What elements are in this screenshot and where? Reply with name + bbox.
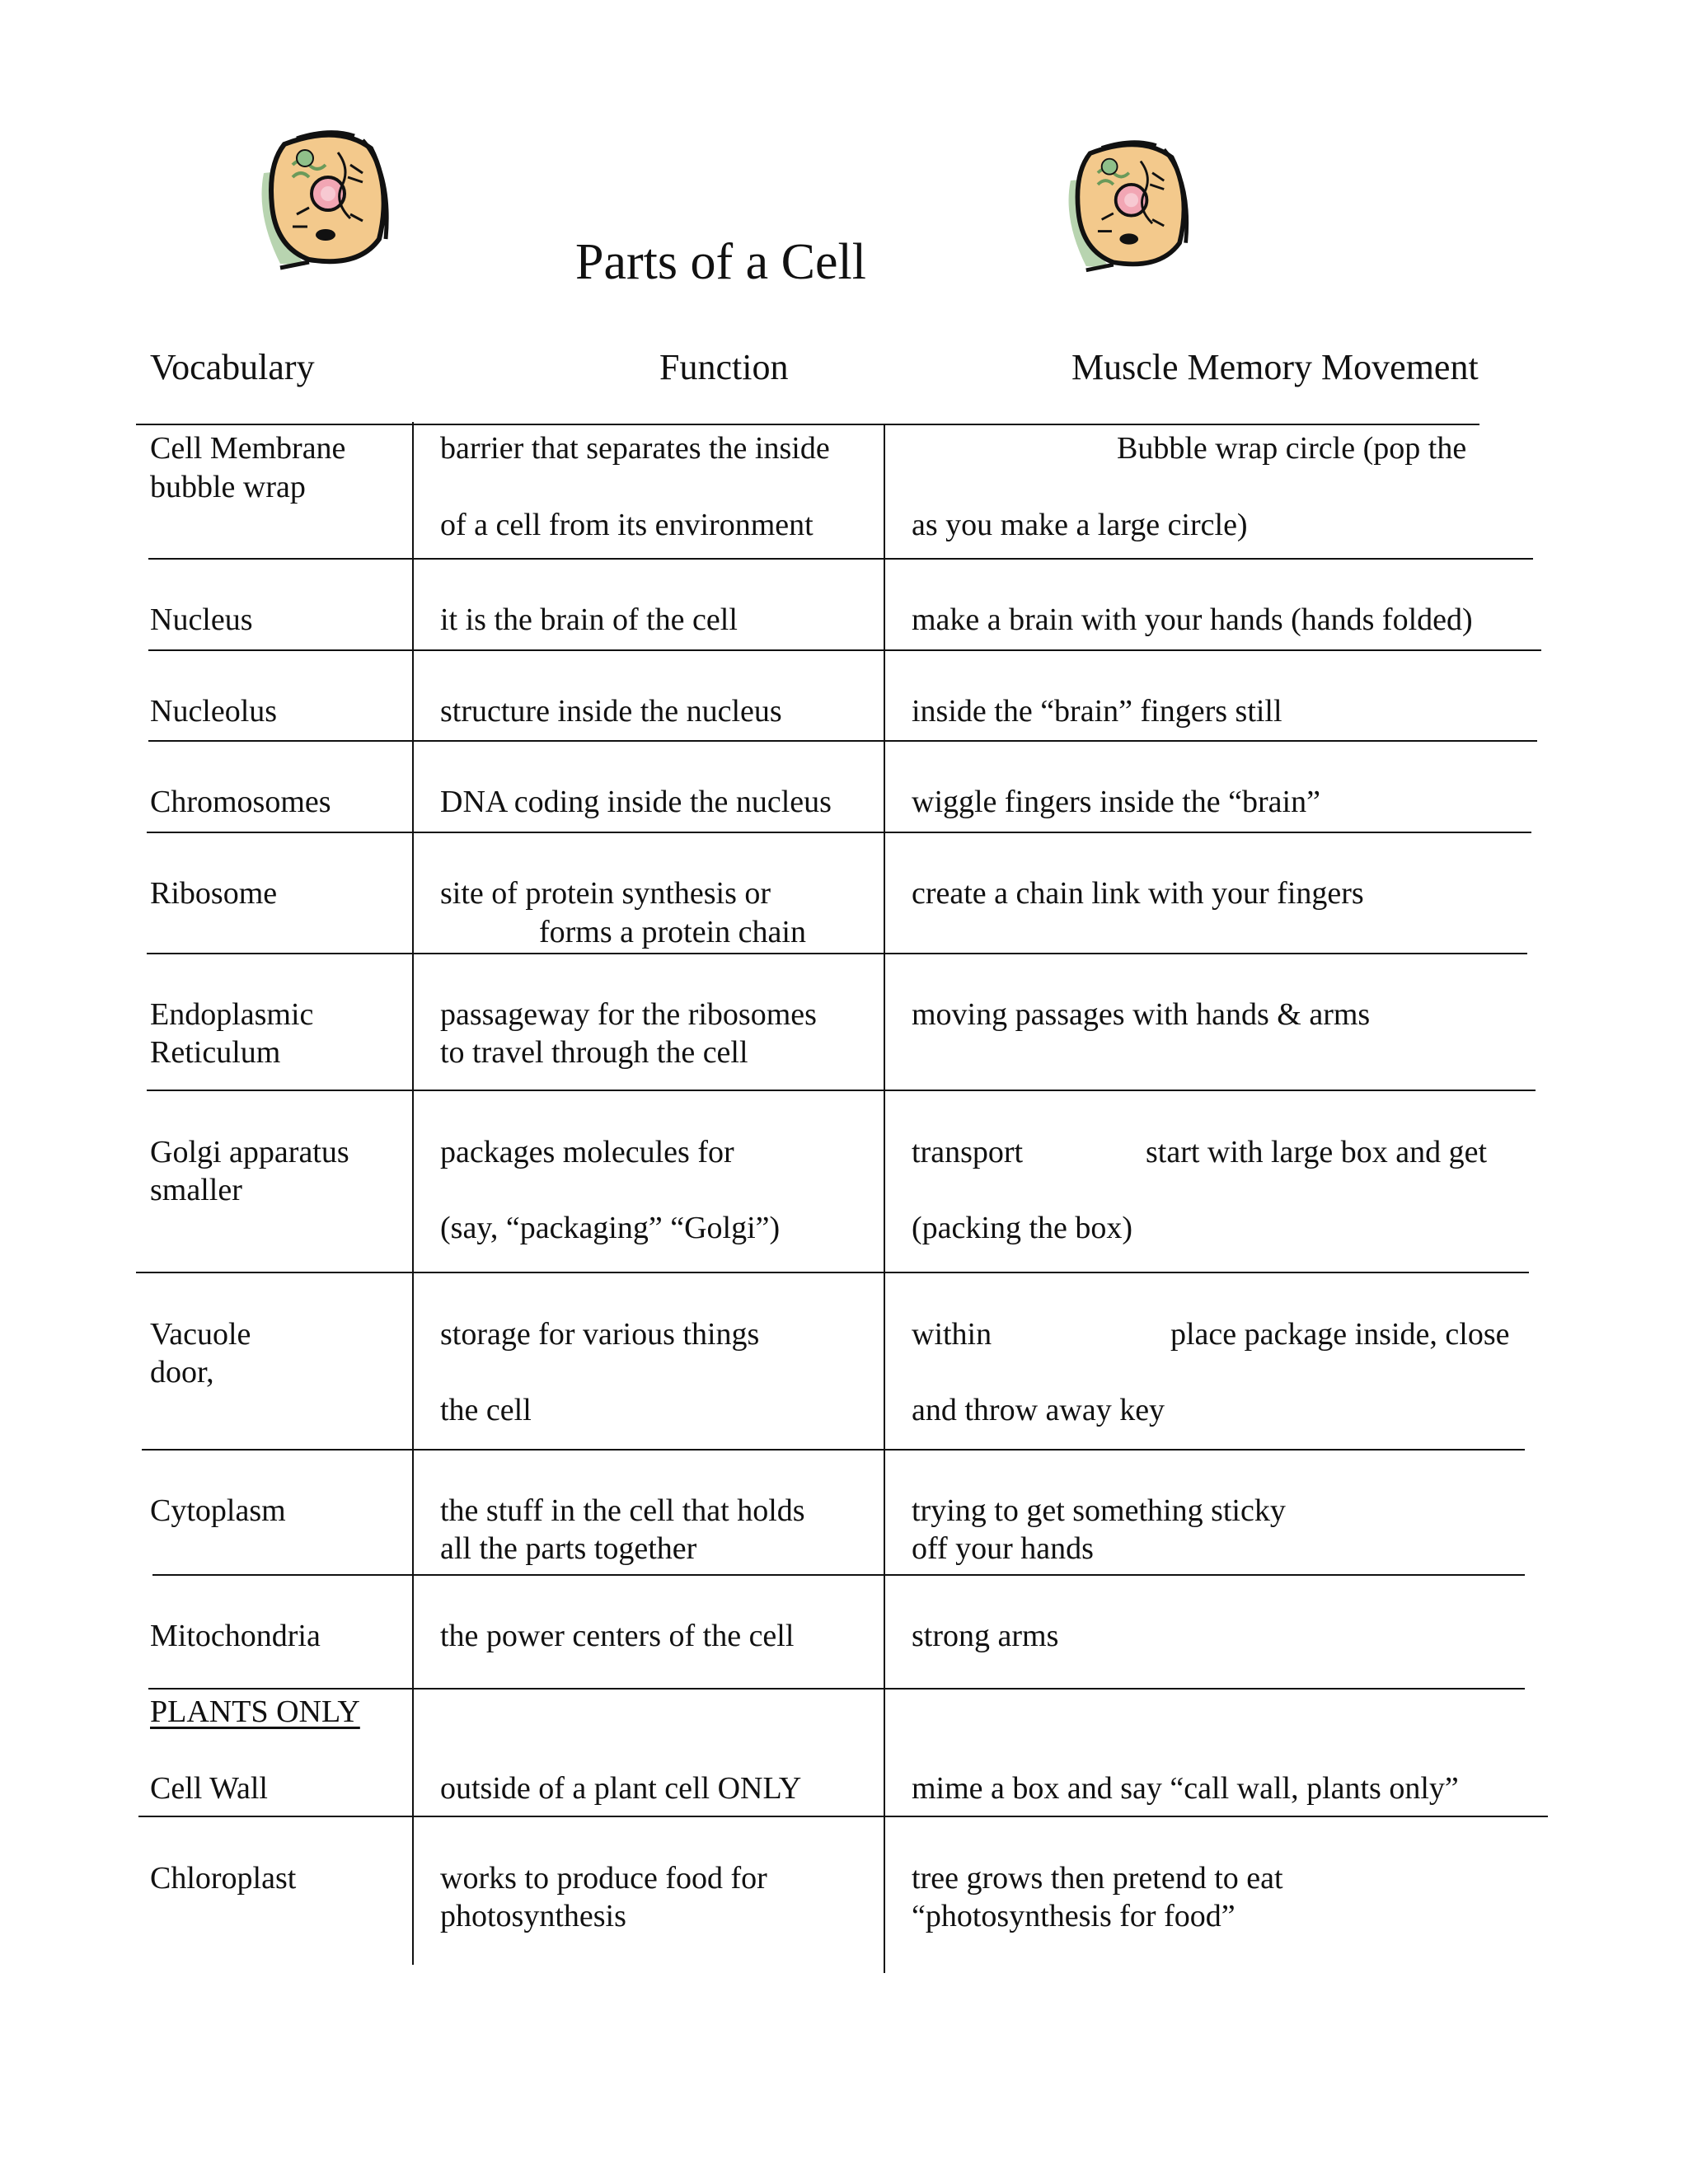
movement-text: inside the “brain” fingers still xyxy=(912,694,1282,729)
function-text: it is the brain of the cell xyxy=(440,602,738,637)
function-text: all the parts together xyxy=(440,1531,697,1566)
page-title: Parts of a Cell xyxy=(575,234,866,290)
function-text: the power centers of the cell xyxy=(440,1619,795,1653)
movement-text: transport xyxy=(912,1135,1024,1169)
header-movement: Muscle Memory Movement xyxy=(1071,347,1479,387)
function-text: forms a protein chain xyxy=(539,915,806,949)
movement-text: strong arms xyxy=(912,1619,1059,1653)
cell-illustration-left xyxy=(247,124,396,272)
vocab-note: bubble wrap xyxy=(150,470,306,504)
vocab-term: Vacuole xyxy=(150,1317,251,1352)
movement-text: (packing the box) xyxy=(912,1211,1133,1245)
function-text: the cell xyxy=(440,1393,532,1427)
vocab-term: Nucleolus xyxy=(150,694,278,729)
movement-text: place package inside, close xyxy=(1170,1317,1510,1352)
movement-text: wiggle fingers inside the “brain” xyxy=(912,785,1320,819)
vocab-term: Ribosome xyxy=(150,876,278,911)
vocab-term: Reticulum xyxy=(150,1035,281,1070)
header-function: Function xyxy=(659,347,789,387)
header-vocabulary: Vocabulary xyxy=(150,347,315,387)
vocab-term: Cytoplasm xyxy=(150,1493,286,1528)
vocab-term: Endoplasmic xyxy=(150,997,314,1032)
vocab-term: Chromosomes xyxy=(150,785,331,819)
vocab-term: Cell Wall xyxy=(150,1771,268,1806)
function-text: to travel through the cell xyxy=(440,1035,748,1070)
movement-text: tree grows then pretend to eat xyxy=(912,1861,1283,1896)
movement-text: trying to get something sticky xyxy=(912,1493,1286,1528)
function-text: site of protein synthesis or xyxy=(440,876,771,911)
function-text: storage for various things xyxy=(440,1317,760,1352)
function-text: barrier that separates the inside xyxy=(440,431,830,466)
movement-text: “photosynthesis for food” xyxy=(912,1899,1236,1933)
function-text: works to produce food for xyxy=(440,1861,767,1896)
cell-illustration-right xyxy=(1055,132,1195,276)
movement-text: start with large box and get xyxy=(1146,1135,1488,1169)
vocab-term: Mitochondria xyxy=(150,1619,321,1653)
function-text: structure inside the nucleus xyxy=(440,694,782,729)
movement-text: as you make a large circle) xyxy=(912,508,1248,542)
section-label: PLANTS ONLY xyxy=(150,1694,360,1729)
function-text: passageway for the ribosomes xyxy=(440,997,817,1032)
function-text: (say, “packaging” “Golgi”) xyxy=(440,1211,781,1245)
movement-text: make a brain with your hands (hands folded) xyxy=(912,602,1473,637)
vocab-term: Nucleus xyxy=(150,602,253,637)
vocab-note: smaller xyxy=(150,1173,242,1207)
function-text: outside of a plant cell ONLY xyxy=(440,1771,802,1806)
vocab-term: Chloroplast xyxy=(150,1861,297,1896)
function-text: packages molecules for xyxy=(440,1135,734,1169)
movement-text: within xyxy=(912,1317,992,1352)
movement-text: off your hands xyxy=(912,1531,1094,1566)
vocab-note: door, xyxy=(150,1355,214,1390)
movement-text: and throw away key xyxy=(912,1393,1165,1427)
function-text: of a cell from its environment xyxy=(440,508,814,542)
vocab-term: Cell Membrane xyxy=(150,431,346,466)
function-text: DNA coding inside the nucleus xyxy=(440,785,832,819)
movement-text: moving passages with hands & arms xyxy=(912,997,1371,1032)
movement-text: Bubble wrap circle (pop the xyxy=(1117,431,1467,466)
movement-text: mime a box and say “call wall, plants only” xyxy=(912,1771,1459,1806)
function-text: photosynthesis xyxy=(440,1899,626,1933)
function-text: the stuff in the cell that holds xyxy=(440,1493,805,1528)
vocab-term: Golgi apparatus xyxy=(150,1135,349,1169)
movement-text: create a chain link with your fingers xyxy=(912,876,1364,911)
